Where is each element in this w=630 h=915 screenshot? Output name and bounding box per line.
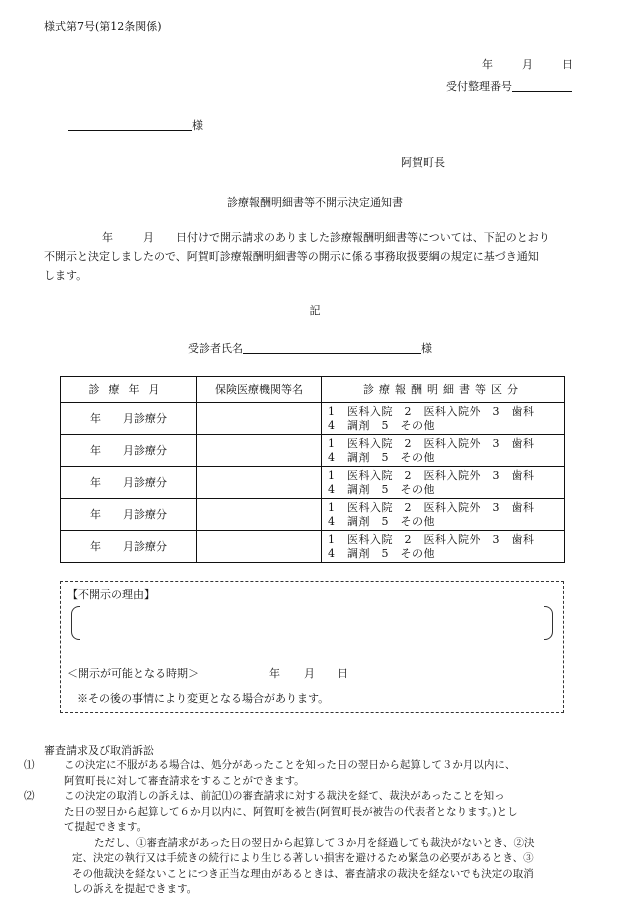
body-line-3: します。 <box>44 269 88 282</box>
institution-cell[interactable] <box>197 435 322 467</box>
body-year: 年 <box>102 231 113 244</box>
table-header-row <box>61 377 565 403</box>
patient-line <box>188 341 432 354</box>
right-bracket <box>544 606 553 640</box>
appeal-heading: 審査請求及び取消訴訟 <box>44 744 154 757</box>
left-bracket <box>71 606 80 640</box>
header-institution: 保険医療機関等名 <box>197 377 322 403</box>
sender-name: 阿賀町長 <box>401 156 445 169</box>
date-year: 年 <box>482 58 493 71</box>
recipient-name-field[interactable] <box>68 118 192 131</box>
disclosure-period-label: ＜開示が可能となる時期＞ <box>67 667 199 680</box>
patient-honorific: 様 <box>421 342 432 355</box>
date-month: 月 <box>522 58 533 71</box>
table-row <box>61 467 565 499</box>
form-number: 様式第7号(第12条関係) <box>44 20 162 33</box>
ki-label: 記 <box>309 304 321 317</box>
institution-cell[interactable] <box>197 531 322 563</box>
header-category: 診療報酬明細書等区分 <box>322 377 565 403</box>
category-cell[interactable]: 1 医科入院 2 医科入院外 3 歯科 4 調剤 5 その他 <box>322 467 565 499</box>
category-cell[interactable]: 1 医科入院 2 医科入院外 3 歯科 4 調剤 5 その他 <box>322 499 565 531</box>
recipient-honorific: 様 <box>192 119 203 132</box>
table-row <box>61 435 565 467</box>
treatment-month-cell[interactable]: 年 月診療分 <box>61 531 197 563</box>
document-title: 診療報酬明細書等不開示決定通知書 <box>227 196 403 209</box>
category-cell[interactable]: 1 医科入院 2 医科入院外 3 歯科 4 調剤 5 その他 <box>322 531 565 563</box>
date-day: 日 <box>562 58 573 71</box>
institution-cell[interactable] <box>197 499 322 531</box>
institution-cell[interactable] <box>197 403 322 435</box>
receipt-label: 受付整理番号 <box>446 80 512 93</box>
receipt-number-field[interactable] <box>512 80 572 92</box>
treatment-month-cell[interactable]: 年 月診療分 <box>61 435 197 467</box>
body-line-2: 不開示と決定しましたので、阿賀町診療報酬明細書等の開示に係る事務取扱要綱の規定に基づき通知 <box>44 250 539 263</box>
appeal-item-2-proviso: ただし、①審査請求があった日の翌日から起算して３か月を経過しても裁決がないとき、②決 定、決定の執行又は手続きの続行により生じる著しい損害を避けるため緊急の必要があるとき、③ その他裁決を経ないことにつき正当な理由があるときは、審査請求の裁決を経ないでも決定の取消 しの訴えを提起できます。 <box>72 836 535 895</box>
body-month: 月 <box>143 231 154 244</box>
treatment-month-cell[interactable]: 年 月診療分 <box>61 467 197 499</box>
change-note: ※その後の事情により変更となる場合があります。 <box>77 692 330 705</box>
disclosure-date[interactable]: 年 月 日 <box>269 667 348 680</box>
institution-cell[interactable] <box>197 467 322 499</box>
category-cell[interactable]: 1 医科入院 2 医科入院外 3 歯科 4 調剤 5 その他 <box>322 403 565 435</box>
reason-content-field[interactable] <box>85 612 535 634</box>
recipient-line <box>68 118 203 131</box>
table-row <box>61 403 565 435</box>
receipt-number <box>446 80 572 92</box>
appeal-section <box>24 758 592 898</box>
treatment-month-cell[interactable]: 年 月診療分 <box>61 499 197 531</box>
patient-label: 受診者氏名 <box>188 342 243 355</box>
body-line-1-text: 日付けで開示請求のありました診療報酬明細書等については、下記のとおり <box>176 231 550 244</box>
appeal-item-2: ⑵ この決定の取消しの訴えは、前記⑴の審査請求に対する裁決を経て、裁決があったことを知っ た日の翌日から起算して６か月以内に、阿賀町を被告(阿賀町長が被告の代表者となります。)とし て提起できます。 <box>24 790 518 833</box>
patient-name-field[interactable] <box>243 341 421 354</box>
table-row <box>61 499 565 531</box>
claims-table <box>60 376 565 563</box>
body-line-1 <box>44 228 586 247</box>
non-disclosure-reason-box <box>60 581 564 713</box>
date-line <box>482 59 573 70</box>
reason-title: 【不開示の理由】 <box>67 588 155 601</box>
treatment-month-cell[interactable]: 年 月診療分 <box>61 403 197 435</box>
table-row <box>61 531 565 563</box>
appeal-item-1: ⑴ この決定に不服がある場合は、処分があったことを知った日の翌日から起算して３か月以内に、 阿賀町長に対して審査請求をすることができます。 <box>24 759 516 787</box>
body-paragraph <box>44 228 586 285</box>
category-cell[interactable]: 1 医科入院 2 医科入院外 3 歯科 4 調剤 5 その他 <box>322 435 565 467</box>
header-treatment-month: 診療年月 <box>61 377 197 403</box>
